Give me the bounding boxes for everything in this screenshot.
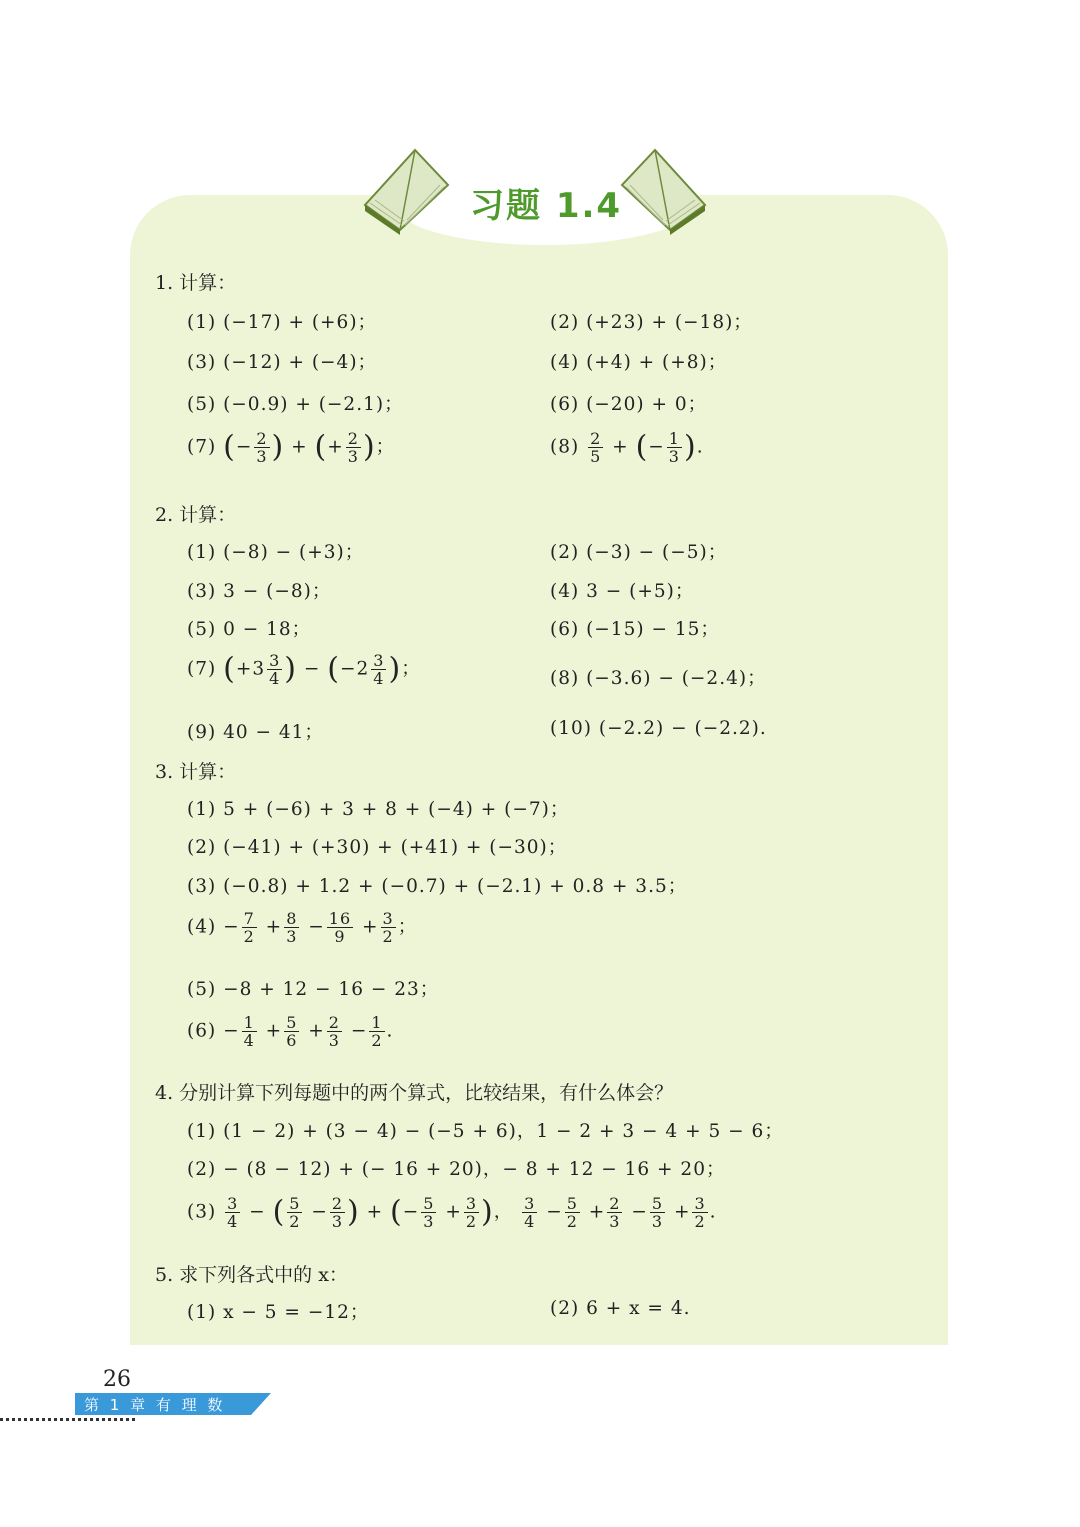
q3-item-5: (5) −8 + 12 − 16 − 23； (187, 979, 440, 1000)
q2-item-1: (1) (−8) − (+3)； (187, 542, 365, 563)
open-book-icon (360, 145, 455, 235)
q3-item-2: (2) (−41) + (+30) + (+41) + (−30)； (187, 837, 568, 858)
q4-item-1: (1) (1 − 2) + (3 − 4) − (−5 + 6)，1 − 2 + 3 − 4 + 5 − 6； (187, 1121, 784, 1142)
q2-item-3: (3) 3 − (−8)； (187, 581, 332, 602)
q2-item-5: (5) 0 − 18； (187, 619, 312, 640)
q1-item-2: (2) (+23) + (−18)； (550, 312, 753, 333)
question-1-label: 1. 计算： (155, 272, 237, 294)
question-3-label: 3. 计算： (155, 761, 237, 783)
q1-item-8: (8) $\frac{2}{5}$ + (− $\frac{1}{3}$ ). (550, 429, 704, 466)
q2-item-2: (2) (−3) − (−5)； (550, 542, 728, 563)
q3-item-4: (4) − $\frac{7}{2}$ + $\frac{8}{3}$ − $\frac{16}{9}$ + $\frac{3}{2}$ ； (187, 909, 418, 946)
question-4-label: 4. 分别计算下列每题中的两个算式，比较结果，有什么体会？ (155, 1082, 674, 1104)
page-number: 26 (103, 1367, 131, 1392)
q2-item-4: (4) 3 − (+5)； (550, 581, 695, 602)
dotted-divider (0, 1418, 135, 1425)
q2-item-10: (10) (−2.2) − (−2.2). (550, 718, 767, 739)
q3-item-6: (6) − $\frac{1}{4}$ + $\frac{5}{6}$ + $\frac{2}{3}$ − $\frac{1}{2}$ . (187, 1013, 394, 1050)
q1-item-3: (3) (−12) + (−4)； (187, 352, 378, 373)
q5-item-2: (2) 6 + x = 4. (550, 1298, 691, 1319)
chapter-label: 第 1 章 有 理 数 (84, 1396, 226, 1414)
page-title: 习题 1.4 (470, 186, 623, 226)
q4-item-2: (2) − (8 − 12) + (− 16 + 20)，− 8 + 12 − 16 + 20； (187, 1159, 726, 1180)
q1-item-4: (4) (+4) + (+8)； (550, 352, 728, 373)
q5-item-1: (1) x − 5 = −12； (187, 1302, 370, 1323)
q2-item-8: (8) (−3.6) − (−2.4)； (550, 668, 767, 689)
q3-item-1: (1) 5 + (−6) + 3 + 8 + (−4) + (−7)； (187, 799, 570, 820)
q2-item-6: (6) (−15) − 15； (550, 619, 720, 640)
q1-item-7: (7) (− $\frac{2}{3}$ ) + (+ $\frac{2}{3}$ )； (187, 429, 396, 466)
question-2-label: 2. 计算： (155, 504, 237, 526)
q1-item-5: (5) (−0.9) + (−2.1)； (187, 394, 404, 415)
open-book-icon (615, 145, 710, 235)
q4-item-3: (3) $\frac{3}{4}$ − ( $\frac{5}{2}$ − $\frac{2}{3}$ ) + (− $\frac{5}{3}$ + $\frac{3}{2}$ )， $\frac{3}{4}$ − $\frac{5}{2}$ + $\frac{2}{3}$ − $\frac{5}{3}$ + $\frac{3}{2}$ . (187, 1194, 717, 1231)
q2-item-9: (9) 40 − 41； (187, 722, 324, 743)
q1-item-6: (6) (−20) + 0； (550, 394, 708, 415)
q2-item-7: (7) (+3 $\frac{3}{4}$ ) − (−2 $\frac{3}{4}$ )； (187, 651, 421, 688)
q3-item-3: (3) (−0.8) + 1.2 + (−0.7) + (−2.1) + 0.8 + 3.5； (187, 876, 688, 897)
q1-item-1: (1) (−17) + (+6)； (187, 312, 378, 333)
question-5-label: 5. 求下列各式中的 x： (155, 1264, 348, 1286)
